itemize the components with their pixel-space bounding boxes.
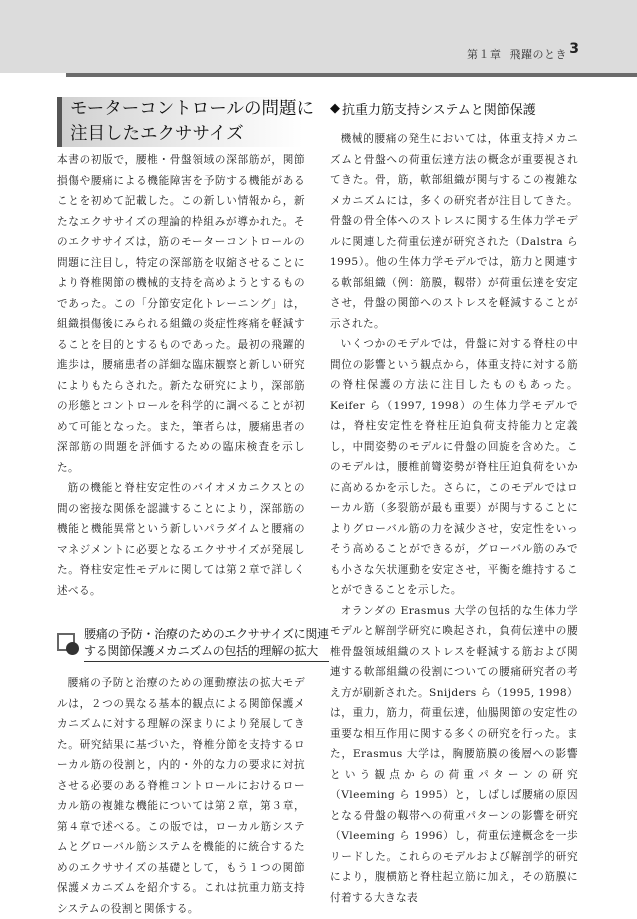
main-heading-line2: 注目したエクササイズ <box>70 124 244 144</box>
chapter-title: 飛躍のとき <box>509 48 567 61</box>
left-column <box>57 97 329 919</box>
main-heading <box>57 97 314 147</box>
main-heading-line1: モーターコントロールの問題に <box>70 99 314 119</box>
body-paragraph: 腰痛の予防と治療のための運動療法の拡大モデルは，２つの異なる基本的観点による関節保護メカニズムに対する理解の深まりにより発展してきた。研究結果に基づいた，脊椎分節を支持するローカル筋の役割と，内的・外的な力の要求に対抗させる必要のある脊椎コントロールにおけるローカル筋の複雑な機能については第２章，第３章，第４章で述べる。この版では，ローカル筋システムとグローバル筋システムを機能的に統合するためのエクササイズの基礎として，もう１つの関節保護メカニズムを紹介する。これは抗重力筋支持システムの役割と関係する。 <box>57 677 305 915</box>
body-paragraph: いくつかのモデルでは，骨盤に対する脊柱の中間位の影響という観点から，体重支持に対する筋の脊柱保護の方法に注目したものもあった。Keifer ら（1997, 1998）の生体力学モデルでは，脊柱安定性を脊柱圧迫負荷支持能力と定義し，中間姿勢のモデルに骨盤の回旋を含めた。このモデルは，腰椎前彎姿勢が脊柱圧迫負荷をいかに高めるかを示した。さらに，このモデルではローカル筋（多裂筋が最も重要）が関与することによりグローバル筋の力を減少させ，安定性をいっそう高めることができるが，グローバル筋のみでも小さな矢状運動を安定させ，平衡を維持することができることを示した。 <box>330 338 578 596</box>
subheading <box>330 97 578 119</box>
header-band <box>0 0 637 73</box>
section-bullet-icon <box>57 633 79 655</box>
body-paragraph: 本書の初版で，腰椎・骨盤領域の深部筋が，関節損傷や腰痛による機能障害を予防する機能があることを初めて記載した。この新しい情報から，新たなエクササイズの理論的枠組みが導かれた。そのエクササイズは，筋のモーターコントロールの問題に注目し，特定の深部筋を収縮させることにより脊椎関節の機械的支持を高めようとするものであった。この「分節安定化トレーニング」は，組織損傷後にみられる組織の炎症性疼痛を軽減することを目的とするものであった。最初の飛躍的進歩は，腰痛患者の詳細な臨床観察と新しい研究によりもたらされた。新たな研究により，深部筋の形態とコントロールを科学的に調べることが初めて可能となった。また，筆者らは，腰痛患者の深部筋の問題を評価するための臨床検査を示した。 <box>57 154 305 474</box>
chapter-label: 第１章 <box>467 48 502 61</box>
body-paragraph: 機械的腰痛の発生においては，体重支持メカニズムと骨盤への荷重伝達方法の概念が重要視されてきた。骨，筋，軟部組織が関与するこの複雑なメカニズムには，多くの研究者が注目してきた。骨盤の骨全体へのストレスに関する生体力学モデルに関連した荷重伝達が研究された（Dalstra ら 1995）。他の生体力学モデルでは，筋力と関連する軟部組織（例：筋膜，靱帯）が荷重伝達を安定させ，骨盤の関節へのストレスを軽減することが示された。 <box>330 133 578 330</box>
right-column <box>330 97 578 908</box>
section-title-line1: 腰痛の予防・治療のためのエクササイズに関連 <box>84 627 329 641</box>
body-paragraph: オランダの Erasmus 大学の包括的な生体力学モデルと解剖学研究に喚起され，負荷伝達中の腰椎骨盤領域組織のストレスを軽減する筋および関連する軟部組織の役割についての腰痛研究者の考え方が刷新された。Snijders ら（1995, 1998）は，重力，筋力，荷重伝達，仙腸関節の安定性の重要な相互作用に関する多くの研究を行った。また，Erasmus 大学は，胸腰筋膜の後層への影響という観点からの荷重パターンの研究（Vleeming ら 1995）と，しばしば腰痛の原因となる骨盤の靱帯への荷重パターンの影響を研究（Vleeming ら 1996）し，荷重伝達概念を一歩リードした。これらのモデルおよび解剖学的研究により，腹横筋と脊柱起立筋に加え，その筋膜に付着する大きな表 <box>330 604 578 904</box>
body-paragraph: 筋の機能と脊柱安定性のバイオメカニクスとの間の密接な関係を認識することにより，深部筋の機能と機能異常という新しいパラダイムと腰痛のマネジメントに必要となるエクササイズが発展した。脊柱安定性モデルに関しては第２章で詳しく述べる。 <box>57 482 305 597</box>
page-number: 3 <box>569 41 579 57</box>
header-rule <box>66 73 637 77</box>
section-title-line2: する関節保護メカニズムの包括的理解の拡大 <box>84 643 329 662</box>
heading-bar <box>57 97 62 147</box>
section-title <box>84 626 329 662</box>
section-heading <box>57 621 329 667</box>
diamond-icon: ◆ <box>330 100 340 116</box>
running-header <box>467 46 567 62</box>
subheading-text: 抗重力筋支持システムと関節保護 <box>342 102 536 118</box>
